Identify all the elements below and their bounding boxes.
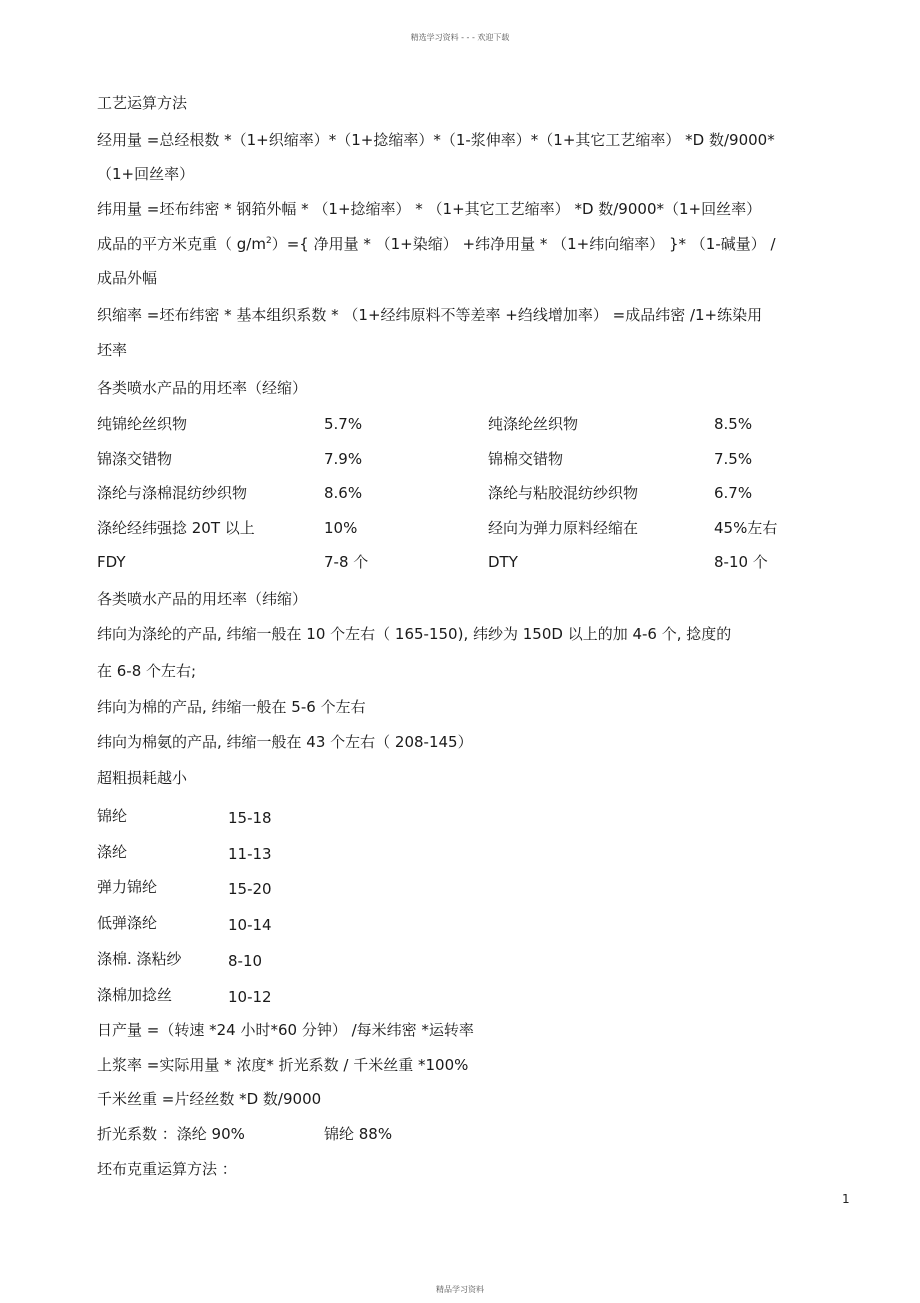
page-header: 精选学习资料 - - - 欢迎下载 [410,33,510,42]
warp-usage-formula-cont: （1+回丝率） [97,165,195,183]
warp-cell: 纯锦纶丝织物 [97,415,188,433]
warp-cell: 10% [324,519,358,537]
refraction-line [0,1125,920,1143]
refraction-polyester: 折光系数 ：涤纶 90% [97,1125,245,1143]
warp-rate-title: 各类喷水产品的用坯率（经缩） [97,379,308,397]
warp-cell: 8.6% [324,484,363,502]
gsm-formula-cont: 成品外幅 [97,269,158,287]
weft-paragraph: 纬向为棉氨的产品, 纬缩一般在 43 个左右（ 208-145） [97,733,473,751]
loss-table-row [0,807,920,825]
loss-table-row [0,878,920,896]
warp-cell: 经向为弹力原料经缩在 [488,519,639,537]
refraction-nylon: 锦纶 88% [324,1125,393,1143]
warp-cell: 6.7% [714,484,753,502]
loss-cell: 8-10 [228,952,263,970]
warp-cell: 7-8 个 [324,553,369,571]
loss-cell: 涤纶 [97,843,128,861]
loss-table-row [0,950,920,968]
warp-table-row [0,484,920,502]
warp-table-row [0,519,920,537]
page-number: 1 [842,1192,850,1206]
loss-cell: 10-14 [228,916,272,934]
warp-table-row [0,415,920,433]
warp-cell: 45%左右 [714,519,778,537]
weft-rate-title: 各类喷水产品的用坯率（纬缩） [97,590,308,608]
km-weight-formula: 千米丝重 =片经丝数 *D 数/9000 [97,1090,322,1108]
weft-paragraph: 纬向为涤纶的产品, 纬缩一般在 10 个左右（ 165-150), 纬纱为 150D 以上的加 4-6 个, 捻度的 [97,625,732,643]
gsm-formula [97,235,776,253]
weft-usage-formula: 纬用量 =坯布纬密 * 钢筘外幅 * （1+捻缩率） * （1+其它工艺缩率） *D 数/9000*（1+回丝率） [97,200,762,218]
loss-cell: 涤棉加捻丝 [97,986,173,1004]
section-title: 工艺运算方法 [97,94,188,112]
loss-cell: 锦纶 [97,807,128,825]
loss-cell: 10-12 [228,988,272,1006]
warp-cell: 8.5% [714,415,753,433]
loss-table-row [0,843,920,861]
warp-cell: 8-10 个 [714,553,768,571]
weft-paragraph: 纬向为棉的产品, 纬缩一般在 5-6 个左右 [97,698,366,716]
output-formula: 日产量 =（转速 *24 小时*60 分钟） /每米纬密 *运转率 [97,1021,474,1039]
warp-table-row [0,553,920,571]
loss-cell: 15-20 [228,880,272,898]
gsm-formula-sup: 2 [265,236,272,246]
shrink-formula-cont: 坯率 [97,341,128,359]
warp-cell: 涤纶与粘胶混纺纱织物 [488,484,639,502]
warp-cell: 涤纶与涤棉混纺纱织物 [97,484,248,502]
loss-cell: 15-18 [228,809,272,827]
warp-cell: 锦棉交错物 [488,450,564,468]
warp-table-row [0,450,920,468]
warp-cell: 5.7% [324,415,363,433]
warp-cell: FDY [97,553,126,571]
loss-table-row [0,914,920,932]
warp-usage-formula: 经用量 =总经根数 *（1+织缩率）*（1+捻缩率）*（1-浆伸率）*（1+其它工艺缩率） *D 数/9000* [97,131,775,149]
warp-cell: DTY [488,553,518,571]
loss-cell: 低弹涤纶 [97,914,158,932]
gray-gsm-title: 坯布克重运算方法 ： [97,1160,237,1178]
weft-paragraph-cont: 在 6-8 个左右; [97,662,197,680]
warp-cell: 7.5% [714,450,753,468]
gsm-formula-b: ）={ 净用量 * （1+染缩） +纬净用量 * （1+纬向缩率） }* （1-碱量） / [271,235,776,253]
loss-table-row [0,986,920,1004]
loss-cell: 涤棉. 涤粘纱 [97,950,182,968]
page-footer: 精品学习资料 [436,1285,484,1294]
gsm-formula-a: 成品的平方米克重（ g/m [97,235,266,253]
loss-title: 超粗损耗越小 [97,769,188,787]
warp-cell: 涤纶经纬强捻 20T 以上 [97,519,255,537]
loss-cell: 弹力锦纶 [97,878,158,896]
shrink-formula: 织缩率 =坯布纬密 * 基本组织系数 * （1+经纬原料不等差率 +绉线增加率） =成品纬密 /1+练染用 [97,306,763,324]
warp-cell: 锦涤交错物 [97,450,173,468]
loss-cell: 11-13 [228,845,272,863]
sizing-formula: 上浆率 =实际用量 * 浓度* 折光系数 / 千米丝重 *100% [97,1056,469,1074]
warp-cell: 纯涤纶丝织物 [488,415,579,433]
warp-cell: 7.9% [324,450,363,468]
